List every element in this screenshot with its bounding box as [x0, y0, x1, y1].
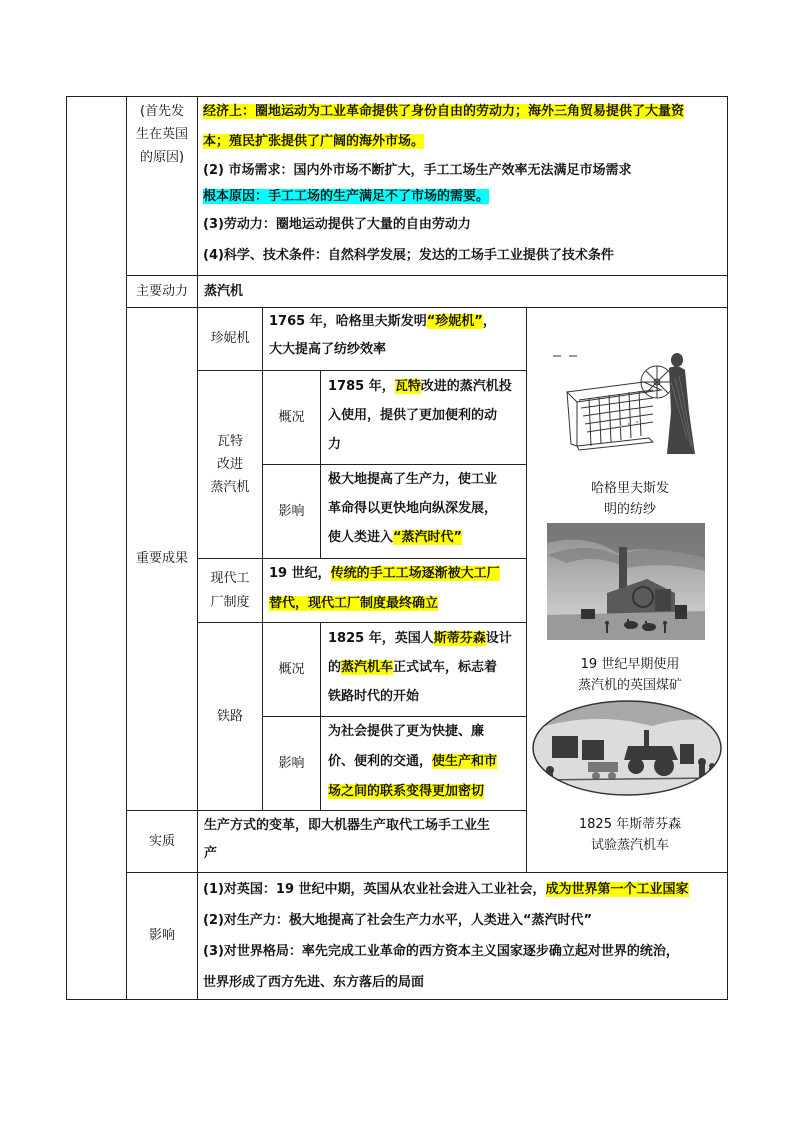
railway-label: 铁路: [216, 708, 243, 724]
watt-label: [198, 371, 262, 558]
essence-line: 生产方式的变革，即大机器生产取代工场手工业生: [204, 818, 491, 833]
origin-label-line: 生在英国: [135, 127, 188, 142]
railway-pre: 的: [328, 660, 342, 675]
impact-label: 影响: [148, 928, 175, 943]
locomotive-trial-illustration: [532, 700, 722, 796]
impact-line: 世界形成了西方先进、东方落后的局面: [203, 975, 425, 990]
railway-overview-line: 铁路时代的开始: [328, 689, 420, 704]
origin-line: [203, 241, 725, 271]
jenny-line1-post: ，: [482, 314, 496, 329]
railway-impact-line: [328, 747, 524, 777]
caption-line: 19 世纪早期使用: [580, 657, 680, 672]
jenny-label: 珍妮机: [210, 331, 250, 346]
factory-label-line: 现代工: [210, 570, 250, 586]
factory-label-line: 厂制度: [210, 594, 250, 610]
railway-impact-line: [328, 777, 524, 807]
origin-economy-text-cont: 本；殖民扩张提供了广阔的海外市场。: [203, 134, 425, 149]
origin-line: [203, 97, 725, 127]
watt-highlight: 瓦特: [394, 379, 421, 394]
railway-overview-content: [328, 624, 524, 711]
origin-label-line: 的原因): [139, 150, 185, 165]
impact-line1-pre: (1)对英国：19 世纪中期，英国从农业社会进入工业社会，: [203, 882, 546, 897]
caption-line: 蒸汽机的英国煤矿: [577, 678, 682, 693]
impact-line: (2)对生产力：极大地提高了社会生产力水平，人类进入“蒸汽时代”: [203, 913, 593, 928]
coal-mine-caption: [530, 654, 730, 696]
watt-overview-line: [328, 372, 524, 401]
stephenson-highlight: 斯蒂芬森: [433, 631, 486, 646]
origin-line: [203, 209, 725, 241]
railway-impact-pre: 价、便利的交通，: [328, 754, 433, 769]
origin-line: [203, 127, 725, 157]
origin-content: [203, 97, 725, 271]
watt-impact-line: 极大地提高了生产力，使工业: [328, 472, 498, 487]
watt-label-line: 蒸汽机: [210, 480, 250, 495]
power-label: 主要动力: [135, 283, 188, 299]
caption-line: 哈格里夫斯发: [590, 481, 669, 496]
railway-impact-content: [328, 717, 524, 807]
origin-economy-text: 经济上：圈地运动为工业革命提供了身份自由的劳动力；海外三角贸易提供了大量资: [203, 104, 685, 119]
watt-impact-line: [328, 523, 524, 552]
jenny-content: [269, 308, 525, 364]
factory-label: [198, 559, 262, 622]
factory-highlight-cont: 替代，现代工厂制度最终确立: [269, 596, 439, 611]
railway-overview-label: 概况: [278, 661, 305, 677]
railway-overview-line: [328, 653, 524, 682]
railway-impact-line: 为社会提供了更为快捷、廉: [328, 724, 485, 739]
jenny-line: 大大提高了纺纱效率: [269, 342, 387, 357]
factory-line: [269, 589, 525, 619]
factory-content: [269, 559, 525, 619]
watt-overview-line: 力: [328, 437, 342, 452]
impact-content: [203, 874, 725, 998]
coal-mine-illustration: [547, 523, 705, 640]
factory-highlight: 传统的手工工场逐渐被大工厂: [330, 566, 500, 581]
watt-overview-line: 入使用，提供了更加便利的动: [328, 408, 498, 423]
spinning-jenny-caption: [530, 478, 730, 520]
jenny-line1-pre: 1765 年，哈格里夫斯发明: [269, 314, 427, 329]
railway-impact-highlight: 使生产和市: [432, 754, 498, 769]
origin-line: [203, 157, 725, 185]
railway-overview-line: [328, 624, 524, 653]
watt-overview-pre: 1785 年，: [328, 379, 395, 394]
caption-line: 1825 年斯蒂芬森: [578, 817, 682, 832]
impact-line: [203, 874, 725, 905]
origin-labor-text: (3)劳动力：圈地运动提供了大量的自由劳动力: [203, 217, 471, 232]
locomotive-highlight: 蒸汽机车: [341, 660, 394, 675]
watt-overview-content: [328, 372, 524, 459]
caption-line: 明的纺纱: [603, 502, 656, 517]
railway-post: 设计: [485, 631, 512, 646]
origin-label: [127, 100, 197, 169]
railway-pre: 1825 年，英国人: [328, 631, 434, 646]
railway-post: 正式试车，标志着: [393, 660, 498, 675]
origin-line: [203, 185, 725, 209]
origin-root-cause-text: 根本原因：手工工场的生产满足不了市场的需要。: [203, 189, 490, 204]
origin-tech-text: (4)科学、技术条件：自然科学发展；发达的工场手工业提供了技术条件: [203, 248, 614, 263]
impact-line: (3)对世界格局：率先完成工业革命的西方资本主义国家逐步确立起对世界的统治，: [203, 944, 679, 959]
watt-impact-pre: 使人类进入: [328, 530, 394, 545]
locomotive-caption: [530, 814, 730, 856]
watt-label-line: 瓦特: [216, 434, 243, 449]
factory-line1-pre: 19 世纪，: [269, 566, 331, 581]
origin-label-line: (首先发: [139, 104, 185, 119]
railway-impact-label: 影响: [278, 755, 305, 771]
watt-overview-post: 改进的蒸汽机投: [420, 379, 512, 394]
watt-label-line: 改进: [216, 457, 243, 472]
essence-label: 实质: [148, 833, 175, 849]
achievements-label: 重要成果: [135, 551, 188, 566]
railway-impact-highlight-cont: 场之间的联系变得更加密切: [328, 784, 485, 799]
jenny-line: [269, 308, 525, 336]
spinning-jenny-illustration: [549, 342, 701, 474]
steam-age-highlight: “蒸汽时代”: [393, 530, 463, 545]
essence-line: 产: [204, 846, 218, 861]
caption-line: 试验蒸汽机车: [590, 838, 669, 853]
origin-market-text: (2) 市场需求：国内外市场不断扩大，手工工场生产效率无法满足市场需求: [203, 163, 632, 178]
impact-line1-highlight: 成为世界第一个工业国家: [545, 882, 689, 897]
essence-content: [204, 812, 524, 868]
watt-impact-line: 革命得以更快地向纵深发展，: [328, 501, 498, 516]
watt-impact-label: 影响: [278, 503, 305, 519]
power-value: 蒸汽机: [204, 284, 244, 299]
factory-line: [269, 559, 525, 589]
watt-impact-content: [328, 465, 524, 552]
watt-overview-label: 概况: [278, 409, 305, 425]
jenny-line1-highlight: “珍妮机”: [426, 314, 483, 329]
